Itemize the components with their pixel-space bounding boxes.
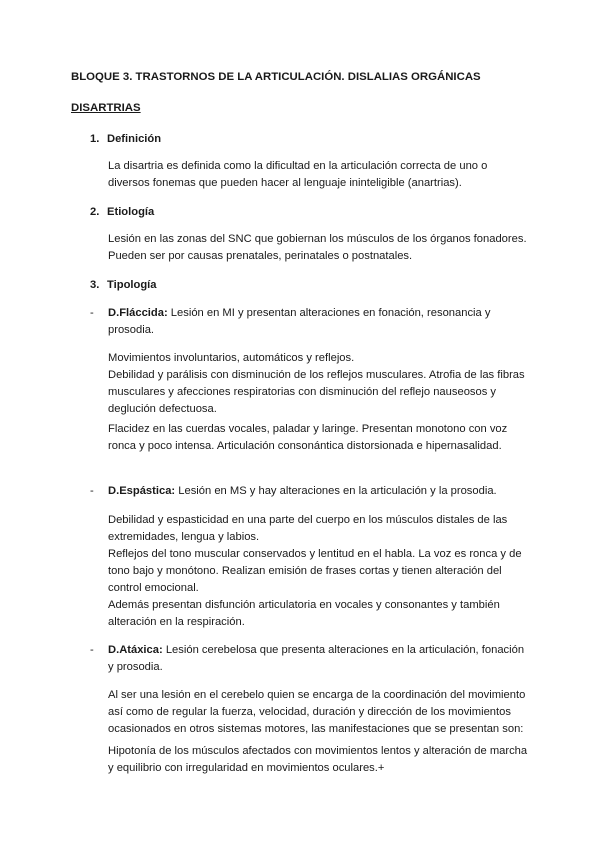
section-heading-etiologia: Etiología (107, 206, 155, 218)
text-line: Hipotonía de los músculos afectados con movimientos lentos y alteración de marcha (108, 745, 528, 757)
type-ataxica-intro (108, 642, 528, 676)
text-line: Al ser una lesión en el cerebelo quien se encarga de la coordinación del movimiento (108, 689, 526, 701)
text-line: Lesión cerebelosa que presenta alteraciones en la articulación, fonación (162, 644, 525, 656)
section-heading-disartrias: DISARTRIAS (71, 102, 141, 114)
flaccida-paragraph (108, 421, 528, 455)
text-line: Movimientos involuntarios, automáticos y reflejos. (108, 352, 355, 364)
section-heading-tipologia: Tipología (107, 279, 157, 291)
text-line: Debilidad y espasticidad en una parte del cuerpo en los músculos distales de las (108, 514, 508, 526)
type-espastica-intro (108, 483, 528, 500)
ataxica-paragraph (108, 743, 528, 777)
list-bullet: - (90, 485, 94, 497)
text-line: Además presentan disfunción articulatoria en vocales y consonantes y también (108, 599, 500, 611)
definicion-paragraph (108, 158, 528, 192)
list-bullet: - (90, 307, 94, 319)
text-line: diversos fonemas que pueden hacer al lenguaje ininteligible (anartrias). (108, 177, 462, 189)
type-flaccida-intro (108, 305, 528, 339)
text-line: ocasionados en otros sistemas motores, las manifestaciones que se presentan son: (108, 723, 524, 735)
section-number: 1. (90, 133, 100, 145)
text-line: tono bajo y monótono. Realizan emisión de frases cortas y tienen alteración del (108, 565, 502, 577)
section-heading-definicion: Definición (107, 133, 162, 145)
section-number: 2. (90, 206, 100, 218)
text-line: deglución defectuosa. (108, 403, 217, 415)
document-title: BLOQUE 3. TRASTORNOS DE LA ARTICULACIÓN. DISLALIAS ORGÁNICAS (71, 71, 481, 83)
type-label-espastica: D.Espástica: (108, 485, 176, 497)
section-number: 3. (90, 279, 100, 291)
text-line: Lesión en MS y hay alteraciones en la articulación y la prosodia. (175, 485, 497, 497)
type-label-ataxica: D.Atáxica: (108, 644, 163, 656)
text-line: prosodia. (108, 324, 155, 336)
text-line: La disartria es definida como la dificultad en la articulación correcta de uno o (108, 160, 488, 172)
espastica-paragraph (108, 512, 528, 631)
etiologia-paragraph (108, 231, 528, 265)
text-line: Lesión en las zonas del SNC que gobiernan los músculos de los órganos fonadores. (108, 233, 527, 245)
text-line: control emocional. (108, 582, 199, 594)
flaccida-paragraph (108, 350, 528, 418)
text-line: así como de regular la fuerza, velocidad, duración y dirección de los movimientos (108, 706, 511, 718)
text-line: Reflejos del tono muscular conservados y lentitud en el habla. La voz es ronca y de (108, 548, 522, 560)
text-line: ronca y poco intensa. Articulación consonántica distorsionada e hipernasalidad. (108, 440, 502, 452)
ataxica-paragraph (108, 687, 528, 738)
text-line: Pueden ser por causas prenatales, perinatales o postnatales. (108, 250, 413, 262)
text-line: Lesión en MI y presentan alteraciones en fonación, resonancia y (167, 307, 491, 319)
text-line: y prosodia. (108, 661, 163, 673)
type-label-flaccida: D.Fláccida: (108, 307, 168, 319)
text-line: alteración en la respiración. (108, 616, 245, 628)
text-line: y equilibrio con irregularidad en movimientos oculares.+ (108, 762, 385, 774)
text-line: Flacidez en las cuerdas vocales, paladar y laringe. Presentan monotono con voz (108, 423, 508, 435)
text-line: Debilidad y parálisis con disminución de los reflejos musculares. Atrofia de las fibras (108, 369, 525, 381)
text-line: extremidades, lengua y labios. (108, 531, 260, 543)
list-bullet: - (90, 644, 94, 656)
text-line: musculares y afecciones respiratorias con disminución del reflejo nauseosos y (108, 386, 497, 398)
